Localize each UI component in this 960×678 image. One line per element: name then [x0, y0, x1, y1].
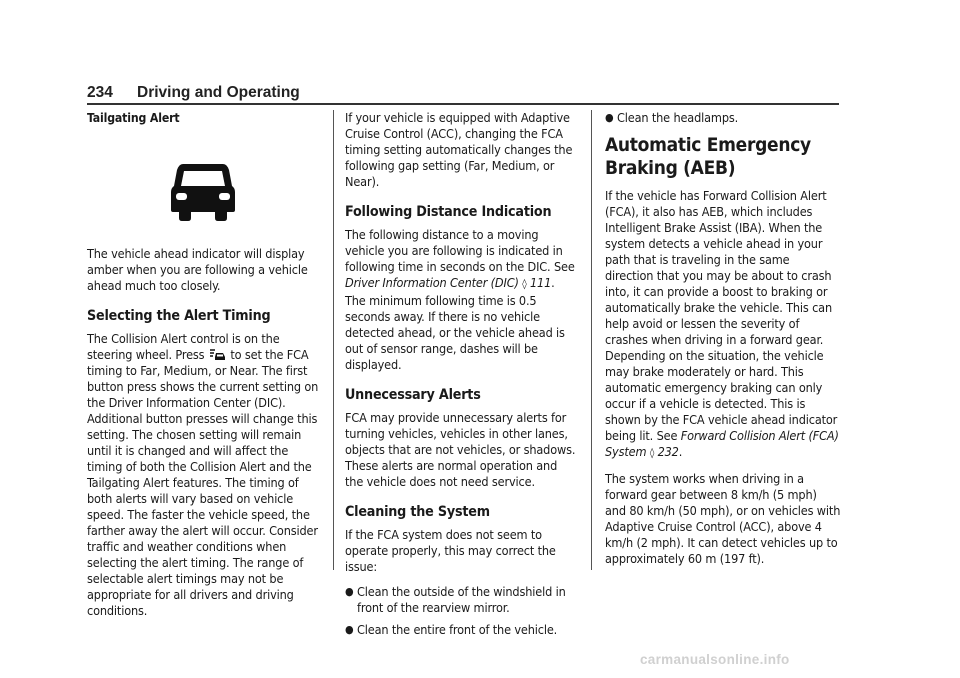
column-divider — [591, 110, 592, 570]
page-reference[interactable]: 111 — [529, 275, 552, 290]
watermark: carmanualsonline.info — [640, 652, 790, 667]
cross-reference-link[interactable]: Driver Information Center (DIC) — [345, 275, 519, 290]
paragraph: The following distance to a moving vehicle you are following is indicated in following time in seconds on the DIC. See Driver Information Center (DIC) ◊ 111. The minimum following time is 0.5 seconds away. If there is no vehicle detected ahead, or the vehicle ahead is out of sensor range, dashes will be displayed. — [345, 227, 575, 372]
list-item: ● Clean the outside of the windshield in front of the rearview mirror. — [345, 584, 566, 615]
paragraph: The system works when driving in a forward gear between 8 km/h (5 mph) and 80 km/h (50 mph), or on vehicles with Adaptive Cruise Control (ACC), above 4 km/h (2 mph). It can detect vehicles up to approximately 60 m (197 ft). — [605, 471, 841, 566]
heading-selecting-alert-timing: Selecting the Alert Timing — [87, 308, 271, 324]
paragraph: If the FCA system does not seem to operate properly, this may correct the issue: — [345, 527, 556, 574]
list-item: ● Clean the headlamps. — [605, 110, 739, 125]
paragraph: If your vehicle is equipped with Adaptive Cruise Control (ACC), changing the FCA timing setting automatically changes the following gap setting (Far, Medium, or Near). — [345, 110, 573, 189]
column-3 — [605, 110, 841, 576]
column-1 — [87, 110, 323, 628]
paragraph: If the vehicle has Forward Collision Alert (FCA), it also has AEB, which includes Intelligent Brake Assist (IBA). When the system detects a vehicle ahead in your path that is traveling in the same direction that you may be about to crash into, it can provide a boost to braking or automatically brake the vehicle. This can help avoid or lessen the severity of crashes when driving in a forward gear. Depending on the situation, the vehicle may brake moderately or hard. This automatic emergency braking can only occur if a vehicle is detected. This is shown by the FCA vehicle ahead indicator being lit. See Forward Collision Alert (FCA) System ◊ 232. — [605, 188, 839, 459]
paragraph: The vehicle ahead indicator will display amber when you are following a vehicle ahead much too closely. — [87, 246, 308, 293]
bullet-icon: ● — [605, 111, 614, 124]
icon-area — [87, 126, 323, 246]
heading-unnecessary-alerts: Unnecessary Alerts — [345, 387, 481, 403]
paragraph: FCA may provide unnecessary alerts for turning vehicles, vehicles in other lanes, objects that are not vehicles, or shadows. These alerts are normal operation and the vehicle does not need service. — [345, 410, 576, 489]
cross-reference-link[interactable]: Forward Collision Alert (FCA) System — [605, 428, 839, 459]
heading-cleaning-system: Cleaning the System — [345, 504, 490, 520]
section-title: Driving and Operating — [137, 84, 300, 101]
list-item: ● Clean the entire front of the vehicle. — [345, 622, 558, 637]
page-reference[interactable]: 232 — [657, 444, 679, 459]
bullet-icon: ● — [345, 623, 354, 636]
collision-alert-button-icon — [209, 348, 226, 362]
page-number: 234 — [87, 84, 113, 101]
page-reference-icon: ◊ — [522, 279, 527, 290]
vehicle-ahead-icon — [171, 160, 235, 222]
heading-aeb: Automatic Emergency Braking (AEB) — [605, 134, 811, 179]
paragraph: The Collision Alert control is on the steering wheel. Press to set the FCA timing to Far, Medium, or Near. The first button press shows the current setting on the Driver Information Center (DIC). Additional button presses will change this setting. The chosen setting will remain until it is changed and will affect the timing of both the Collision Alert and the Tailgating Alert features. The timing of both alerts will vary based on vehicle speed. The faster the vehicle speed, the farther away the alert will occur. Consider traffic and weather conditions when selecting the alert timing. The range of selectable alert timings may not be appropriate for all drivers and driving conditions. — [87, 331, 319, 618]
subsection-title: Tailgating Alert — [87, 111, 180, 125]
heading-following-distance: Following Distance Indication — [345, 204, 552, 220]
bullet-list — [605, 110, 841, 126]
column-2 — [345, 110, 577, 646]
bullet-icon: ● — [345, 585, 354, 598]
bullet-list — [345, 584, 577, 638]
column-divider — [333, 110, 334, 570]
header-rule — [87, 103, 839, 105]
page-reference-icon: ◊ — [649, 448, 655, 459]
